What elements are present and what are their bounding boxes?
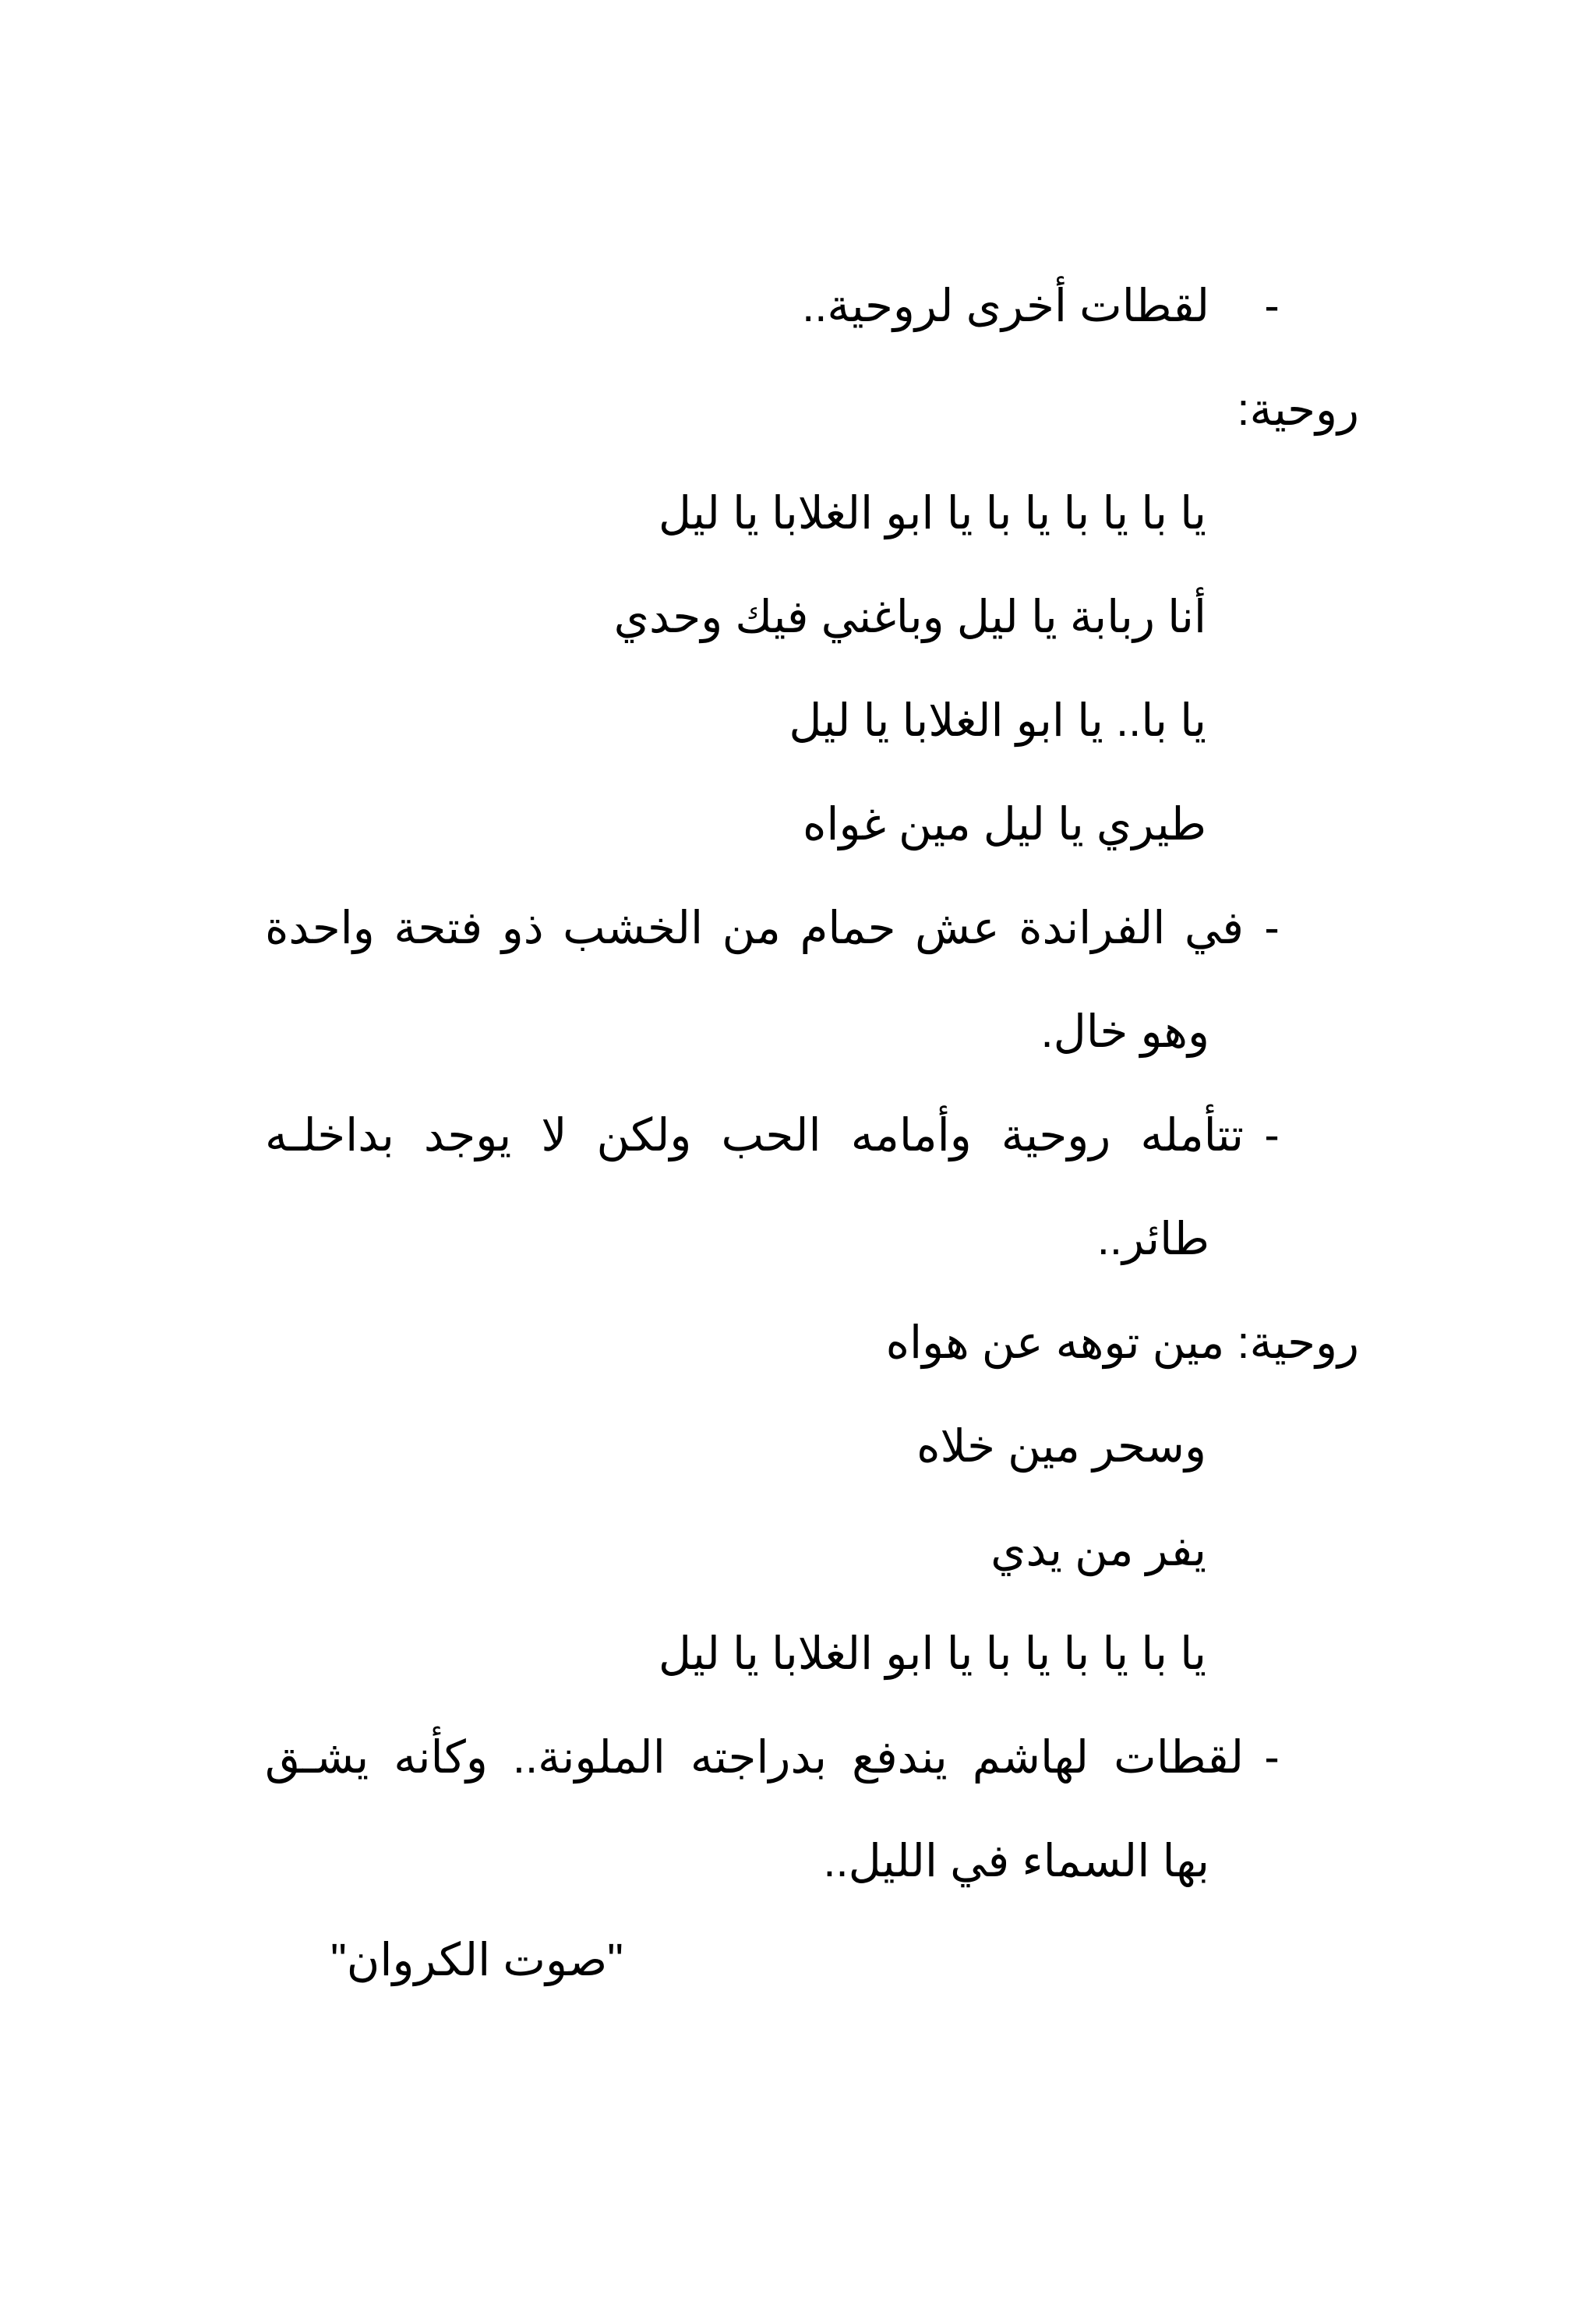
bullet-dash: - [1264, 903, 1280, 953]
bullet-dash: - [1264, 1110, 1280, 1161]
verse-line: يفر من يدي [990, 1525, 1206, 1575]
verse-line: يا با.. يا ابو الغلابا يا ليل [789, 695, 1206, 746]
bullet-line: لقطات أخرى لروحية.. [802, 281, 1209, 331]
speaker-label: روحية: [1237, 384, 1359, 435]
bullet-line-continued: وهو خال. [1040, 1006, 1209, 1057]
bullet-line: تتأمله روحية وأمامه الحب ولكن لا يوجد بداخلـه [265, 1110, 1244, 1161]
verse-line: وسحر مين خلاه [916, 1421, 1206, 1472]
bullet-line: لقطات لهاشم يندفع بدراجته الملونة.. وكأنه يشـق [265, 1732, 1244, 1783]
bullet-line: في الفراندة عش حمام من الخشب ذو فتحة واحدة [265, 903, 1244, 953]
bullet-line-continued: طائر.. [1096, 1214, 1209, 1264]
verse-line: أنا ربابة يا ليل وباغني فيك وحدي [613, 592, 1206, 642]
sound-effect-cue: "صوت الكروان" [330, 1935, 623, 1985]
verse-line: طيري يا ليل مين غواه [803, 799, 1206, 850]
speaker-line: روحية: مين توهه عن هواه [885, 1317, 1359, 1368]
verse-line: يا با يا با يا با يا ابو الغلابا يا ليل [658, 488, 1206, 539]
bullet-dash: - [1264, 281, 1280, 331]
verse-line: يا با يا با يا با يا ابو الغلابا يا ليل [658, 1628, 1206, 1679]
bullet-line-continued: بها السماء في الليل.. [823, 1836, 1209, 1886]
bullet-dash: - [1264, 1732, 1280, 1783]
